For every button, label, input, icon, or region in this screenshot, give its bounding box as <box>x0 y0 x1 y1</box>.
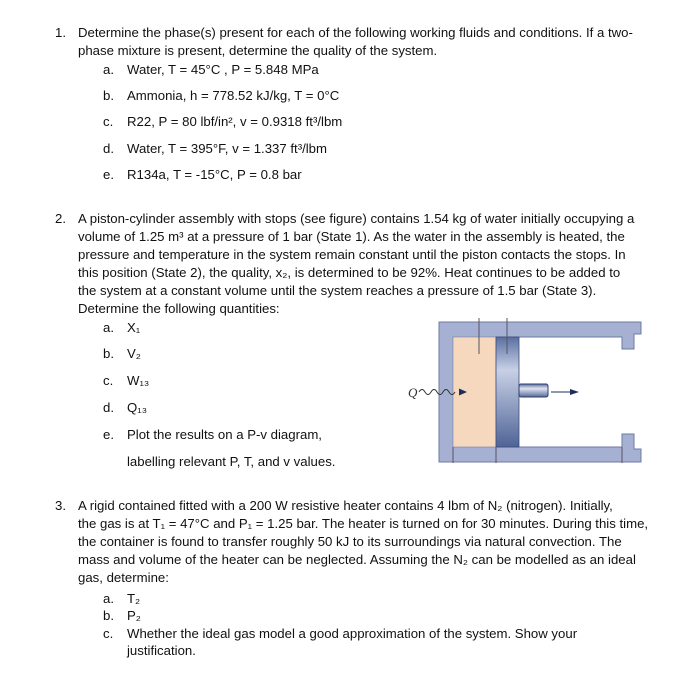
q2-text-line: A piston-cylinder assembly with stops (see figure) contains 1.54 kg of water initially occupying a <box>78 211 635 226</box>
q3-item-continuation: justification. <box>127 643 196 658</box>
q2-item: V₂ <box>127 346 141 361</box>
q3-item-letter: b. <box>103 608 114 623</box>
q2-item: Q₁₃ <box>127 400 148 415</box>
q3-text-line: gas, determine: <box>78 570 169 585</box>
q2-item-letter: e. <box>103 427 114 442</box>
q2-item-letter: a. <box>103 320 114 335</box>
q2-text-line: volume of 1.25 m³ at a pressure of 1 bar (State 1). As the water in the assembly is heated, the <box>78 229 625 244</box>
q1-item-letter: b. <box>103 88 114 103</box>
q1-number: 1. <box>55 25 66 40</box>
piston-rod <box>519 384 548 397</box>
q2-item-letter: c. <box>103 373 114 388</box>
q2-text-line: pressure and temperature in the system remain constant until the piston contacts the stops. In <box>78 247 626 262</box>
q3-text-line: mass and volume of the heater can be neglected. Assuming the N₂ can be modelled as an ideal <box>78 552 636 567</box>
q1-item: Ammonia, h = 778.52 kJ/kg, T = 0°C <box>127 88 340 103</box>
q1-item: R22, P = 80 lbf/in², v = 0.9318 ft³/lbm <box>127 114 343 129</box>
q1-text-line: Determine the phase(s) present for each of the following working fluids and conditions. If a two- <box>78 25 633 40</box>
q2-text-line: Determine the following quantities: <box>78 301 280 316</box>
q1-item: Water, T = 395°F, v = 1.337 ft³/lbm <box>127 141 328 156</box>
q2-number: 2. <box>55 211 66 226</box>
q3-text-line: the container is found to transfer roughly 50 kJ to its surroundings via natural convection. The <box>78 534 622 549</box>
q1-text-line: phase mixture is present, determine the quality of the system. <box>78 43 438 58</box>
q3-item-letter: c. <box>103 626 114 641</box>
q2-text-line: the system at a constant volume until the system reaches a pressure of 1.5 bar (State 3). <box>78 283 597 298</box>
q1-item-letter: d. <box>103 141 114 156</box>
q1-item: R134a, T = -15°C, P = 0.8 bar <box>127 167 302 182</box>
q3-item: T₂ <box>127 591 141 606</box>
q2-text-line: this position (State 2), the quality, x₂, is determined to be 92%. Heat continues to be added to <box>78 265 621 280</box>
q3-text-line: the gas is at T₁ = 47°C and P₁ = 1.25 bar. The heater is turned on for 30 minutes. During this time, <box>78 516 649 531</box>
q1-item-letter: c. <box>103 114 114 129</box>
q2-item: X₁ <box>127 320 141 335</box>
q2-item-letter: b. <box>103 346 114 361</box>
q3-item: P₂ <box>127 608 141 623</box>
q1-item: Water, T = 45°C , P = 5.848 MPa <box>127 62 319 77</box>
q1-item-letter: e. <box>103 167 114 182</box>
q2-item: W₁₃ <box>127 373 150 388</box>
q2-item: Plot the results on a P-v diagram, <box>127 427 322 442</box>
q3-item: Whether the ideal gas model a good approximation of the system. Show your <box>127 626 578 641</box>
q2-item-letter: d. <box>103 400 114 415</box>
q3-item-letter: a. <box>103 591 114 606</box>
q2-item-continuation: labelling relevant P, T, and v values. <box>127 454 336 469</box>
q1-item-letter: a. <box>103 62 114 77</box>
q3-text-line: A rigid contained fitted with a 200 W resistive heater contains 4 lbm of N₂ (nitrogen). Initially, <box>78 498 613 513</box>
q3-number: 3. <box>55 498 66 513</box>
heat-label: Q <box>408 385 418 400</box>
arrow-right-icon <box>551 389 579 395</box>
